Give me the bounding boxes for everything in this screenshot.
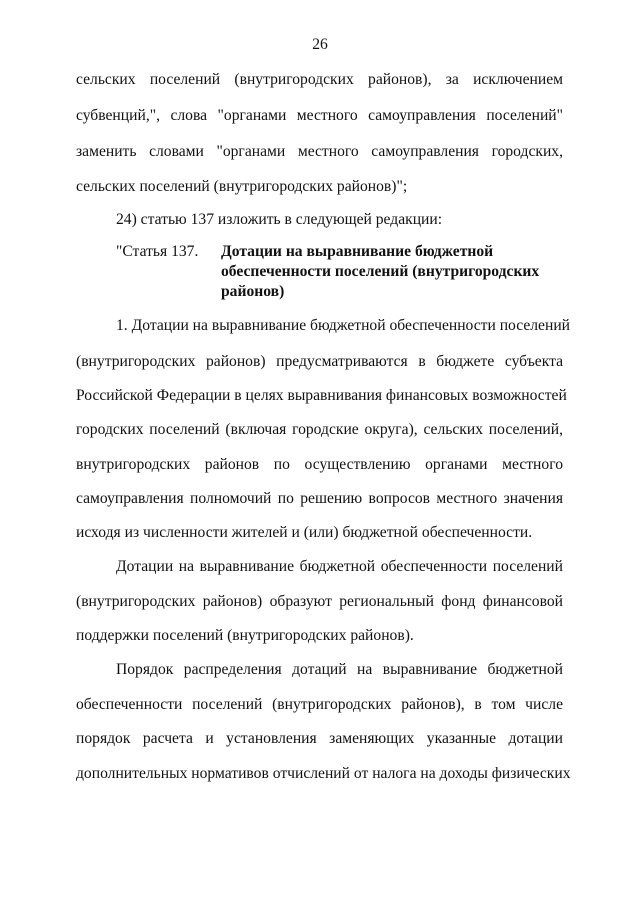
article-label: "Статья 137. <box>116 243 199 260</box>
article-title <box>221 242 541 302</box>
paragraph-3-line: Порядок распределения дотаций на выравнивание бюджетной <box>116 661 563 678</box>
intro-line: сельских поселений (внутригородских районов)"; <box>76 178 408 195</box>
paragraph-3-line: дополнительных нормативов отчислений от налога на доходы физических <box>76 765 571 782</box>
paragraph-1-line: внутригородских районов по осуществлению органами местного <box>76 456 563 473</box>
paragraph-3-line: порядок расчета и установления заменяющих указанные дотации <box>76 730 563 747</box>
article-title-line: обеспеченности поселений (внутригородских <box>221 263 540 280</box>
paragraph-3-line: обеспеченности поселений (внутригородских районов), в том числе <box>76 696 563 713</box>
paragraph-1-line: (внутригородских районов) предусматриваются в бюджете субъекта <box>76 353 563 370</box>
paragraph-2-line: Дотации на выравнивание бюджетной обеспеченности поселений <box>116 558 563 575</box>
item-24: 24) статью 137 изложить в следующей редакции: <box>116 211 443 228</box>
paragraph-2-line: (внутригородских районов) образуют региональный фонд финансовой <box>76 593 563 610</box>
article-title-line: Дотации на выравнивание бюджетной <box>221 243 494 260</box>
paragraph-1-line: исходя из численности жителей и (или) бюджетной обеспеченности. <box>76 524 533 541</box>
paragraph-1-line: самоуправления полномочий по решению вопросов местного значения <box>76 490 563 507</box>
page-number: 26 <box>312 36 328 53</box>
paragraph-1-line: Российской Федерации в целях выравнивания финансовых возможностей <box>76 387 567 404</box>
paragraph-1-line: городских поселений (включая городские округа), сельских поселений, <box>76 421 563 438</box>
paragraph-1-line: 1. Дотации на выравнивание бюджетной обеспеченности поселений <box>116 317 571 334</box>
intro-line: сельских поселений (внутригородских районов), за исключением <box>76 71 563 88</box>
intro-line: субвенций,", слова "органами местного самоуправления поселений" <box>76 107 563 124</box>
article-title-line: районов) <box>221 283 285 300</box>
intro-line: заменить словами "органами местного самоуправления городских, <box>76 143 563 160</box>
paragraph-2-line: поддержки поселений (внутригородских районов). <box>76 627 414 644</box>
